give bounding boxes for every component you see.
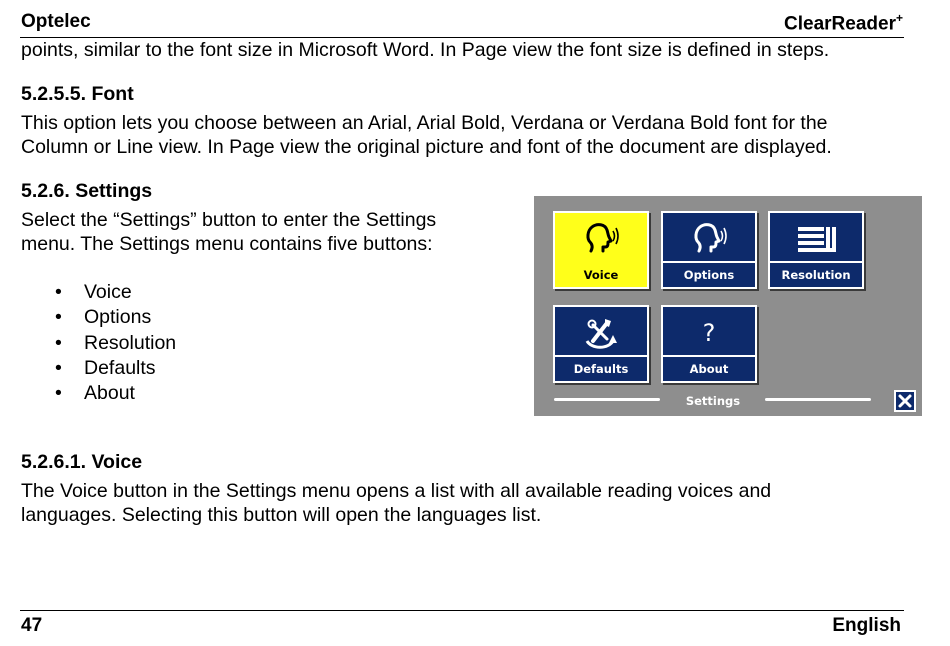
list-item: • Defaults (21, 356, 176, 381)
about-tile[interactable] (661, 305, 757, 383)
settings-section-line-2: menu. The Settings menu contains five buttons: (21, 233, 433, 255)
about-tile-label: About (663, 355, 755, 381)
options-tile[interactable] (661, 211, 757, 289)
voice-section-line-1: The Voice button in the Settings menu opens a list with all available reading voices and (21, 480, 772, 502)
font-section-line-2: Column or Line view. In Page view the original picture and font of the document are displayed. (21, 136, 832, 158)
question-mark-icon: ? (702, 319, 716, 347)
settings-buttons-list (21, 280, 176, 406)
settings-section-line-1: Select the “Settings” button to enter the Settings (21, 209, 437, 231)
defaults-tile-label: Defaults (555, 355, 647, 381)
list-item: • Resolution (21, 331, 176, 356)
voice-head-icon (555, 217, 647, 261)
close-icon (896, 392, 914, 410)
resolution-icon (770, 217, 862, 261)
defaults-tools-icon (555, 311, 647, 355)
list-item: • About (21, 381, 176, 406)
footer-language: English (832, 615, 901, 636)
font-section-line-1: This option lets you choose between an Arial, Arial Bold, Verdana or Verdana Bold font for the (21, 112, 828, 134)
settings-section-heading: 5.2.6. Settings (21, 180, 153, 202)
resolution-tile-label: Resolution (770, 261, 862, 287)
header-product-name: ClearReader (784, 13, 896, 35)
header-product-sup: + (895, 11, 903, 25)
voice-tile-label: Voice (583, 268, 619, 282)
options-tile-label: Options (663, 261, 755, 287)
page-number: 47 (21, 615, 43, 636)
header-product (784, 11, 903, 35)
font-section-heading: 5.2.5.5. Font (21, 83, 134, 105)
list-item: • Voice (21, 280, 176, 305)
voice-section-line-2: languages. Selecting this button will open the languages list. (21, 504, 542, 526)
voice-tile[interactable] (553, 211, 649, 289)
speaking-head-icon (663, 217, 755, 261)
settings-screen-title: Settings (685, 394, 741, 408)
defaults-tile[interactable] (553, 305, 649, 383)
resolution-tile[interactable] (768, 211, 864, 289)
list-item: • Options (21, 305, 176, 330)
title-bar-line-right (765, 398, 871, 401)
footer-rule (20, 610, 904, 611)
voice-section-heading: 5.2.6.1. Voice (21, 451, 143, 473)
intro-paragraph: points, similar to the font size in Microsoft Word. In Page view the font size is defined in steps. (21, 39, 830, 61)
header-brand: Optelec (21, 11, 91, 32)
close-button[interactable] (894, 390, 916, 412)
